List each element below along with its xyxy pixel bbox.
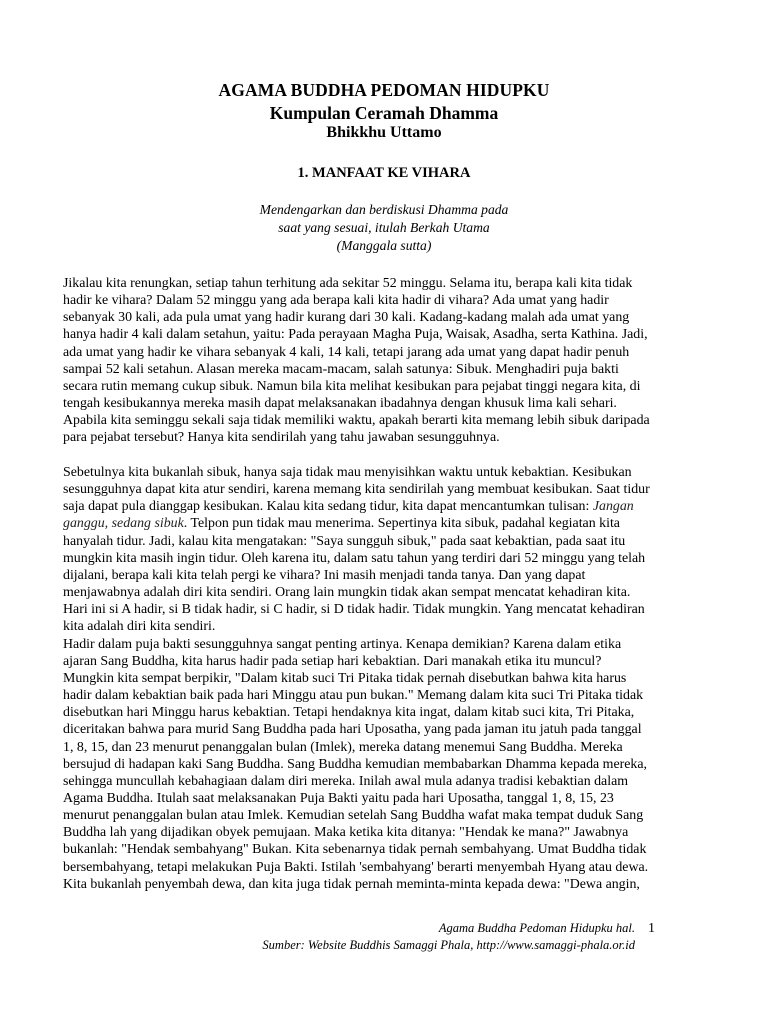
text-line: Sebetulnya kita bukanlah sibuk, hanya saja tidak mau menyisihkan waktu untuk kebaktian. Kesibukan: [63, 465, 632, 480]
footer-source: Sumber: Website Buddhis Samaggi Phala, http://www.samaggi-phala.or.id: [262, 938, 635, 952]
epigraph-line: Mendengarkan dan berdiskusi Dhamma pada: [259, 202, 509, 217]
text-line: Jikalau kita renungkan, setiap tahun terhitung ada sekitar 52 minggu. Selama itu, berapa kali kita tidak: [63, 276, 633, 291]
text-line: hanyalah tidur. Jadi, kalau kita mengatakan: "Saya sungguh sibuk," pada saat kebaktian, pada saat itu: [63, 533, 626, 549]
text-line: Agama Buddha. Itulah saat melaksanakan Puja Bakti yaitu pada hari Uposatha, tanggal 1, 8, 15, 23: [63, 790, 614, 806]
text-line: tengah kesibukannya mereka masih dapat melaksanakan ibadahnya dengan khusuk lima kali sehari.: [63, 396, 617, 412]
text-line: [63, 515, 723, 532]
author-name: Bhikkhu Uttamo: [326, 124, 442, 141]
text-line: hanya hadir 4 kali dalam setahun, yaitu: Pada perayaan Magha Puja, Waisak, Asadha, serta Kathina. Jadi,: [63, 327, 648, 343]
text-line: hadir dalam kebaktian baik pada hari Minggu atau pun bukan." Memang dalam kita suci Tri Pitaka tidak: [63, 688, 644, 704]
epigraph: [0, 201, 768, 255]
text-line: sampai 52 kali setahun. Alasan mereka macam-macam, salah satunya: Sibuk. Menghadiri puja bakti: [63, 361, 619, 377]
text-line: sebanyak 30 kali, ada pula umat yang hadir kurang dari 30 kali. Kadang-kadang malah ada umat yang: [63, 310, 630, 326]
text-line: menjawabnya adalah diri kita sendiri. Orang lain mungkin tidak akan sempat mencatat kehadiran kita.: [63, 585, 631, 601]
text-line: Kita bukanlah penyembah dewa, dan kita juga tidak pernah meminta-minta kepada dewa: "Dewa angin,: [63, 876, 640, 892]
text-line: Hari ini si A hadir, si B tidak hadir, si C hadir, si D tidak hadir. Tidak mungkin. Yang mencatat kehadiran: [63, 602, 645, 618]
text-line: sesungguhnya dapat kita atur sendiri, karena memang kita sendirilah yang membuat kesibukan. Saat tidur: [63, 482, 650, 498]
text-segment: . Telpon pun tidak mau menerima. Sepertinya kita sibuk, padahal kegiatan kita: [183, 516, 620, 532]
text-segment: saja dapat pula dianggap kesibukan. Kalau kita sedang tidur, kita dapat mencantumkan tulisan:: [63, 499, 593, 515]
text-line: Apabila kita seminggu sekali saja tidak memiliki waktu, apakah berarti kita memang lebih sibuk daripada: [63, 413, 650, 429]
text-line: bukanlah: "Hendak sembahyang" Bukan. Kita sebenarnya tidak pernah sembahyang. Umat Buddha tidak: [63, 842, 647, 858]
text-line: sehingga muncullah kebahagiaan dalam diri mereka. Inilah awal mula adanya tradisi kebaktian dalam: [63, 773, 629, 789]
text-line: ada umat yang hadir ke vihara sebanyak 4 kali, 14 kali, tetapi jarang ada umat yang dapat hadir penuh: [63, 344, 630, 360]
text-line: Mungkin kita sempat berpikir, "Dalam kitab suci Tri Pitaka tidak pernah disebutkan bahwa kita harus: [63, 670, 627, 686]
page-number: 1: [648, 921, 655, 936]
text-line: hadir ke vihara? Dalam 52 minggu yang ada berapa kali kita hadir di vihara? Ada umat yang hadir: [63, 293, 609, 309]
text-line: dijalani, berapa kali kita telah pergi ke vihara? Ini masih menjadi tanda tanya. Dan yang dapat: [63, 567, 586, 583]
text-line: para pejabat tersebut? Hanya kita sendirilah yang tahu jawaban sesungguhnya.: [63, 430, 500, 446]
text-line: kita adalah diri kita sendiri.: [63, 619, 216, 635]
emphasized-text: ganggu, sedang sibuk: [63, 516, 184, 532]
book-title: AGAMA BUDDHA PEDOMAN HIDUPKU: [218, 80, 550, 100]
paragraph-2: [63, 464, 723, 893]
text-line: ajaran Sang Buddha, kita harus hadir pada setiap hari kebaktian. Dari manakah etika itu muncul?: [63, 653, 602, 669]
footer-book-reference: Agama Buddha Pedoman Hidupku hal.: [438, 921, 635, 935]
text-line: bersujud di hadapan kaki Sang Buddha. Sang Buddha kemudian membabarkan Dhamma kepada mereka,: [63, 756, 648, 772]
emphasized-text: Jangan: [592, 499, 634, 515]
paragraph-1: [63, 275, 723, 447]
text-line: [63, 498, 723, 515]
text-line: Buddha lah yang dijadikan obyek pemujaan. Maka ketika kita ditanya: "Hendak ke mana?" Jawabnya: [63, 825, 629, 841]
text-line: menurut penanggalan bulan atau Imlek. Kemudian setelah Sang Buddha wafat maka tempat duduk Sang: [63, 808, 644, 824]
text-line: 1, 8, 15, dan 23 menurut penanggalan bulan (Imlek), mereka datang menemui Sang Buddha. Mereka: [63, 739, 623, 755]
text-line: disebutkan hari Minggu harus kebaktian. Tetapi hendaknya kita ingat, dalam kitab suci kita, Tri Pitaka,: [63, 705, 635, 721]
epigraph-line: saat yang sesuai, itulah Berkah Utama: [278, 220, 490, 235]
book-subtitle: Kumpulan Ceramah Dhamma: [269, 103, 499, 123]
text-line: bersembahyang, tetapi melakukan Puja Bakti. Istilah 'sembahyang' berarti menyembah Hyang atau dewa.: [63, 859, 649, 875]
text-line: Hadir dalam puja bakti sesungguhnya sangat penting artinya. Kenapa demikian? Karena dalam etika: [63, 636, 622, 652]
chapter-heading: 1. MANFAAT KE VIHARA: [297, 165, 471, 181]
text-line: secara rutin memang cukup sibuk. Namun bila kita melihat kesibukan para pejabat tinggi negara kita, di: [63, 378, 641, 394]
text-line: diceritakan bahwa para murid Sang Buddha pada hari Uposatha, yang pada jaman itu jatuh pada tanggal: [63, 722, 642, 738]
page-footer: [0, 920, 635, 954]
text-line: mungkin kita masih ingin tidur. Oleh karena itu, dalam satu tahun yang terdiri dari 52 minggu yang telah: [63, 550, 646, 566]
epigraph-source: (Manggala sutta): [336, 238, 432, 253]
